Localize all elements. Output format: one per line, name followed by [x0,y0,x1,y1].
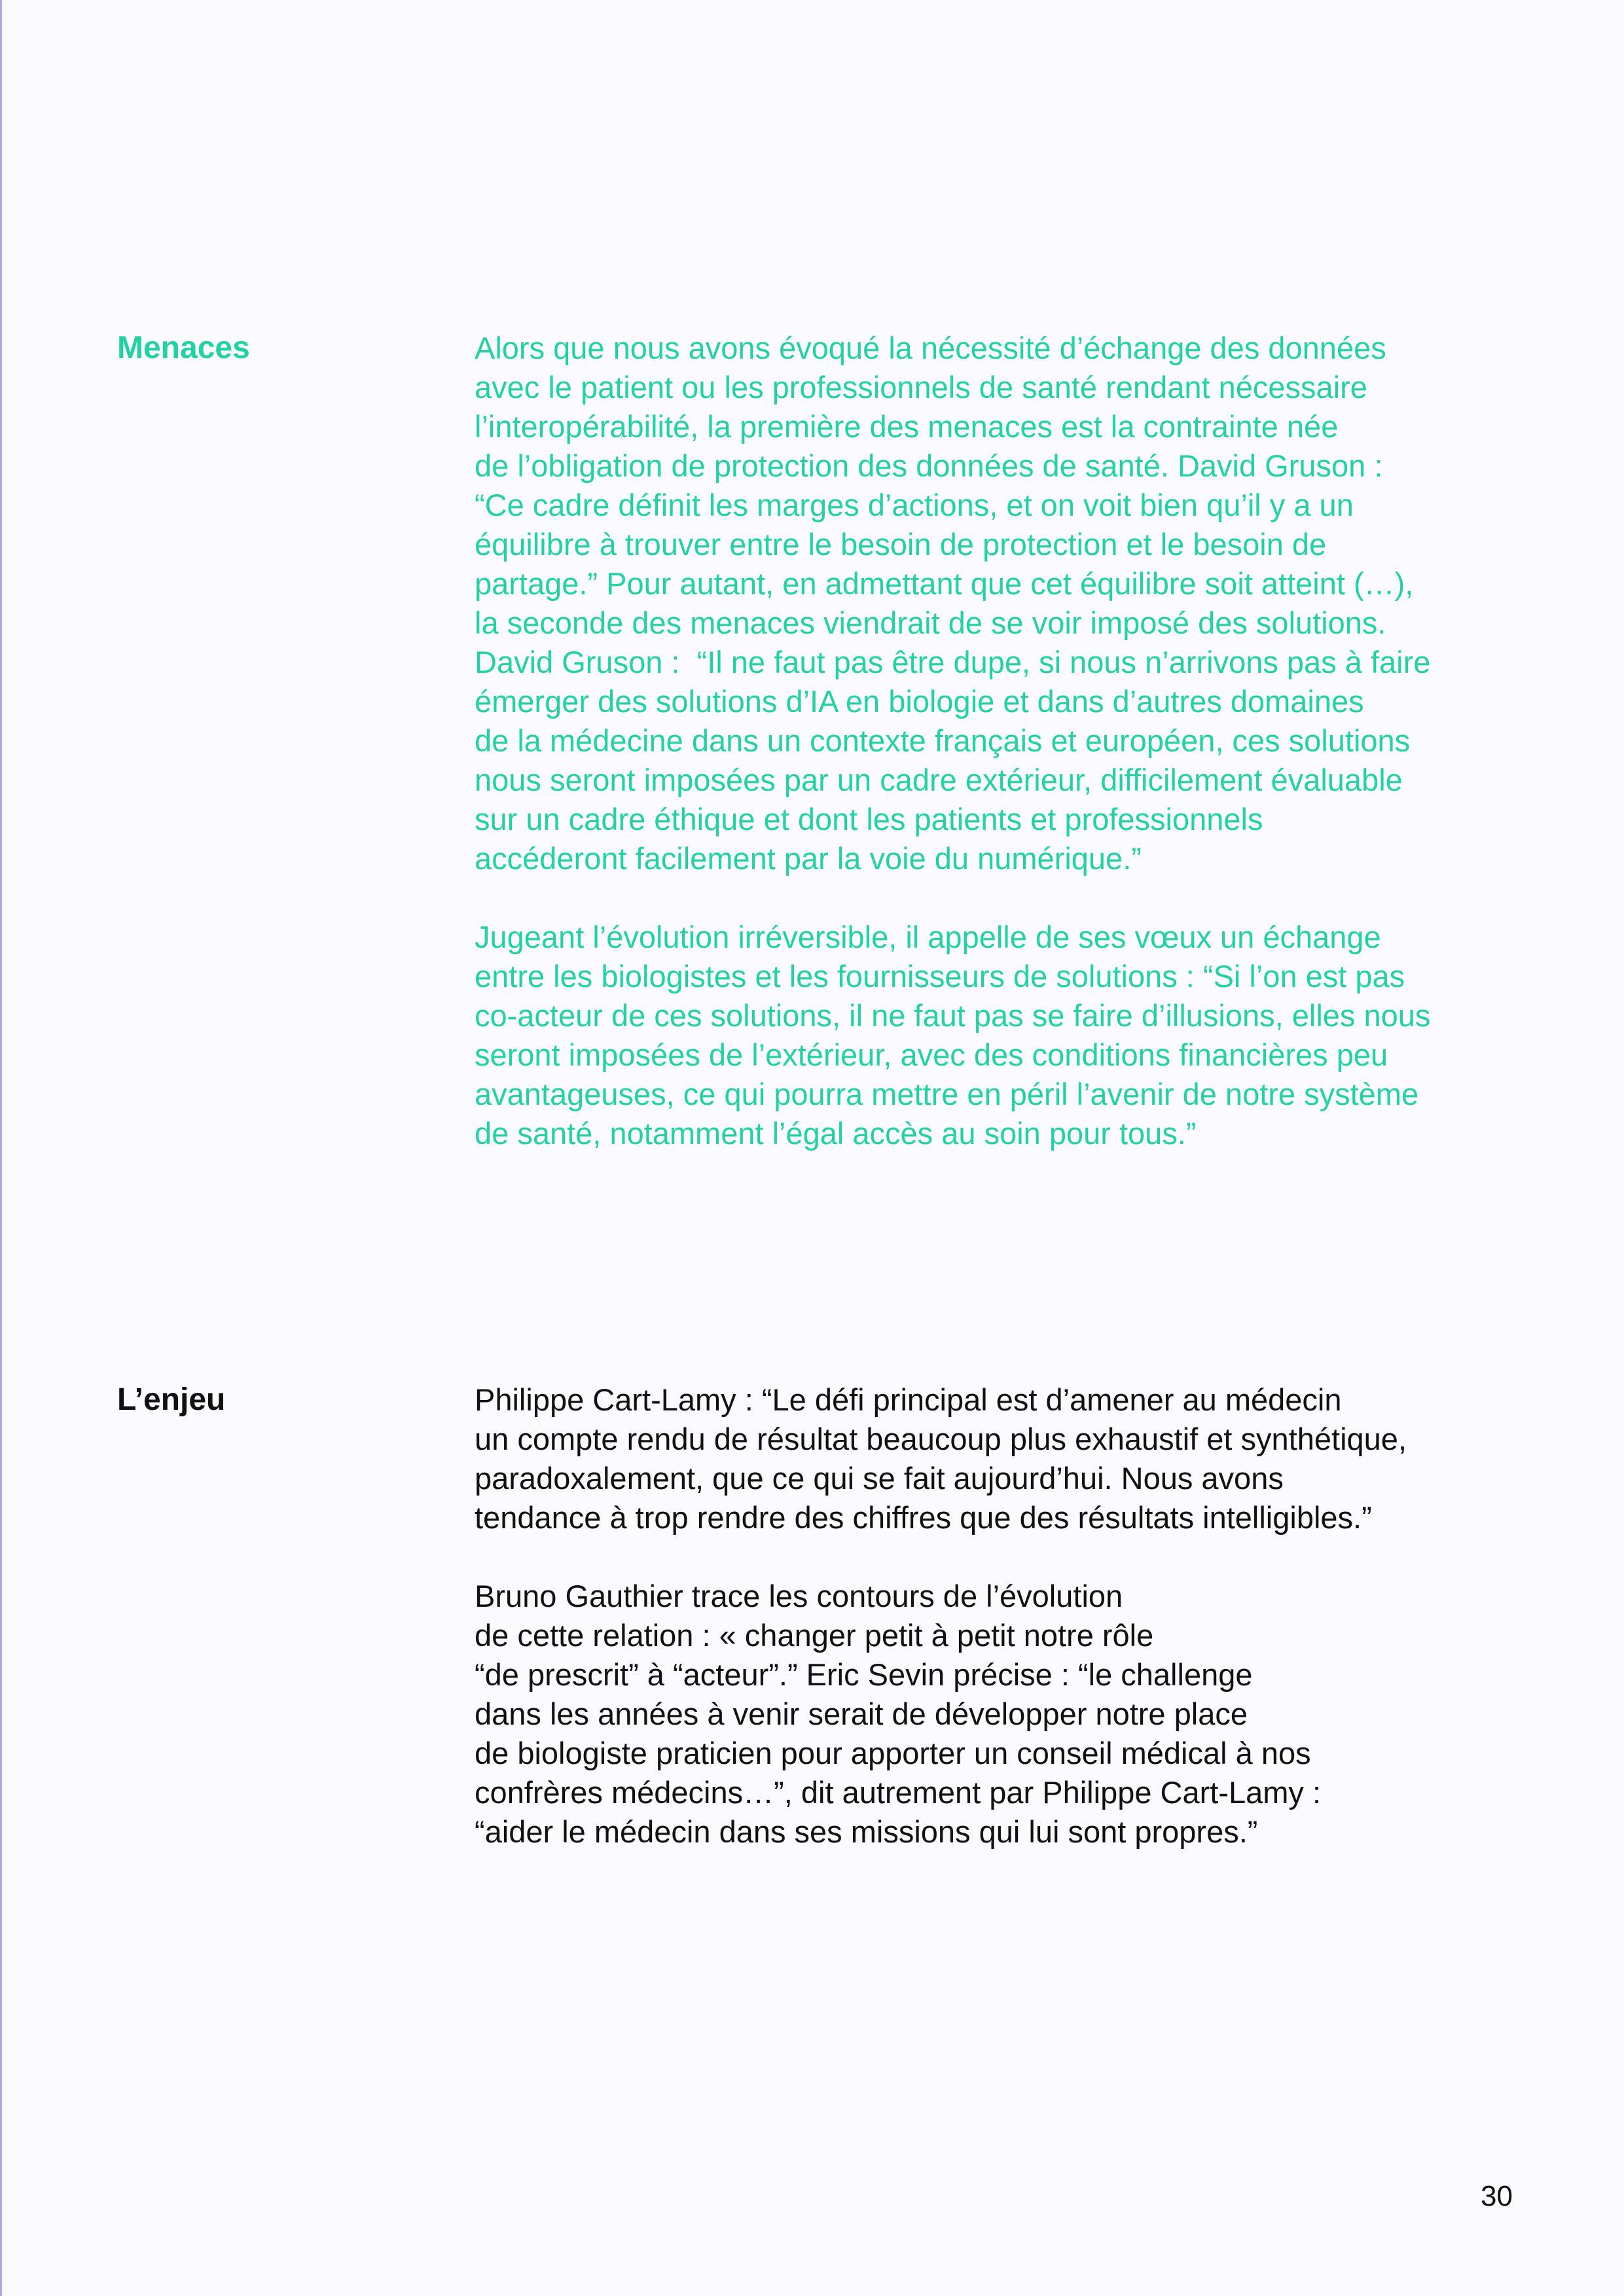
text-line: l’interopérabilité, la première des menaces est la contrainte née [475,409,1339,444]
text-line: entre les biologistes et les fournisseurs de solutions : “Si l’on est pas [475,959,1405,994]
text-line: confrères médecins…”, dit autrement par Philippe Cart-Lamy : [475,1775,1322,1810]
text-line: accéderont facilement par la voie du numérique.” [475,841,1142,876]
text-line: équilibre à trouver entre le besoin de protection et le besoin de [475,527,1327,562]
text-line: seront imposées de l’extérieur, avec des conditions financières peu [475,1037,1388,1072]
text-line: David Gruson : “Il ne faut pas être dupe, si nous n’arrivons pas à faire [475,645,1431,679]
section-heading-enjeu: L’enjeu [117,1382,226,1417]
text-line: paradoxalement, que ce qui se fait aujourd’hui. Nous avons [475,1461,1284,1496]
text-line: “Ce cadre définit les marges d’actions, et on voit bien qu’il y a un [475,488,1354,522]
text-line: la seconde des menaces viendrait de se voir imposé des solutions. [475,605,1386,640]
paragraph-enjeu-1 [475,1380,1407,1537]
text-line: avec le patient ou les professionnels de santé rendant nécessaire [475,370,1367,404]
section-heading-menaces: Menaces [117,331,250,365]
paragraph-enjeu-2 [475,1577,1321,1852]
text-line: un compte rendu de résultat beaucoup plus exhaustif et synthétique, [475,1422,1407,1456]
text-line: Alors que nous avons évoqué la nécessité d’échange des données [475,331,1386,365]
text-line: de biologiste praticien pour apporter un conseil médical à nos [475,1736,1311,1770]
text-line: co-acteur de ces solutions, il ne faut pas se faire d’illusions, elles nous [475,998,1431,1033]
text-line: sur un cadre éthique et dont les patients et professionnels [475,802,1263,836]
text-line: de cette relation : « changer petit à petit notre rôle [475,1618,1154,1653]
text-line: nous seront imposées par un cadre extérieur, difficilement évaluable [475,762,1403,797]
paragraph-menaces-2 [475,918,1430,1153]
text-line: Jugeant l’évolution irréversible, il appelle de ses vœux un échange [475,920,1381,954]
text-line: de santé, notamment l’égal accès au soin pour tous.” [475,1116,1197,1151]
text-line: Philippe Cart-Lamy : “Le défi principal est d’amener au médecin [475,1382,1342,1417]
text-line: “de prescrit” à “acteur”.” Eric Sevin précise : “le challenge [475,1657,1253,1692]
text-line: émerger des solutions d’IA en biologie et dans d’autres domaines [475,684,1364,719]
text-line: Bruno Gauthier trace les contours de l’évolution [475,1579,1123,1613]
text-line: dans les années à venir serait de développer notre place [475,1696,1248,1731]
text-line: avantageuses, ce qui pourra mettre en péril l’avenir de notre système [475,1077,1419,1111]
text-line: de l’obligation de protection des données de santé. David Gruson : [475,448,1383,483]
paragraph-menaces-1 [475,329,1430,878]
text-line: partage.” Pour autant, en admettant que cet équilibre soit atteint (…), [475,566,1414,601]
text-line: “aider le médecin dans ses missions qui lui sont propres.” [475,1814,1258,1849]
text-line: de la médecine dans un contexte français et européen, ces solutions [475,723,1411,758]
text-line: tendance à trop rendre des chiffres que des résultats intelligibles.” [475,1500,1372,1535]
page-number: 30 [1481,2180,1513,2212]
